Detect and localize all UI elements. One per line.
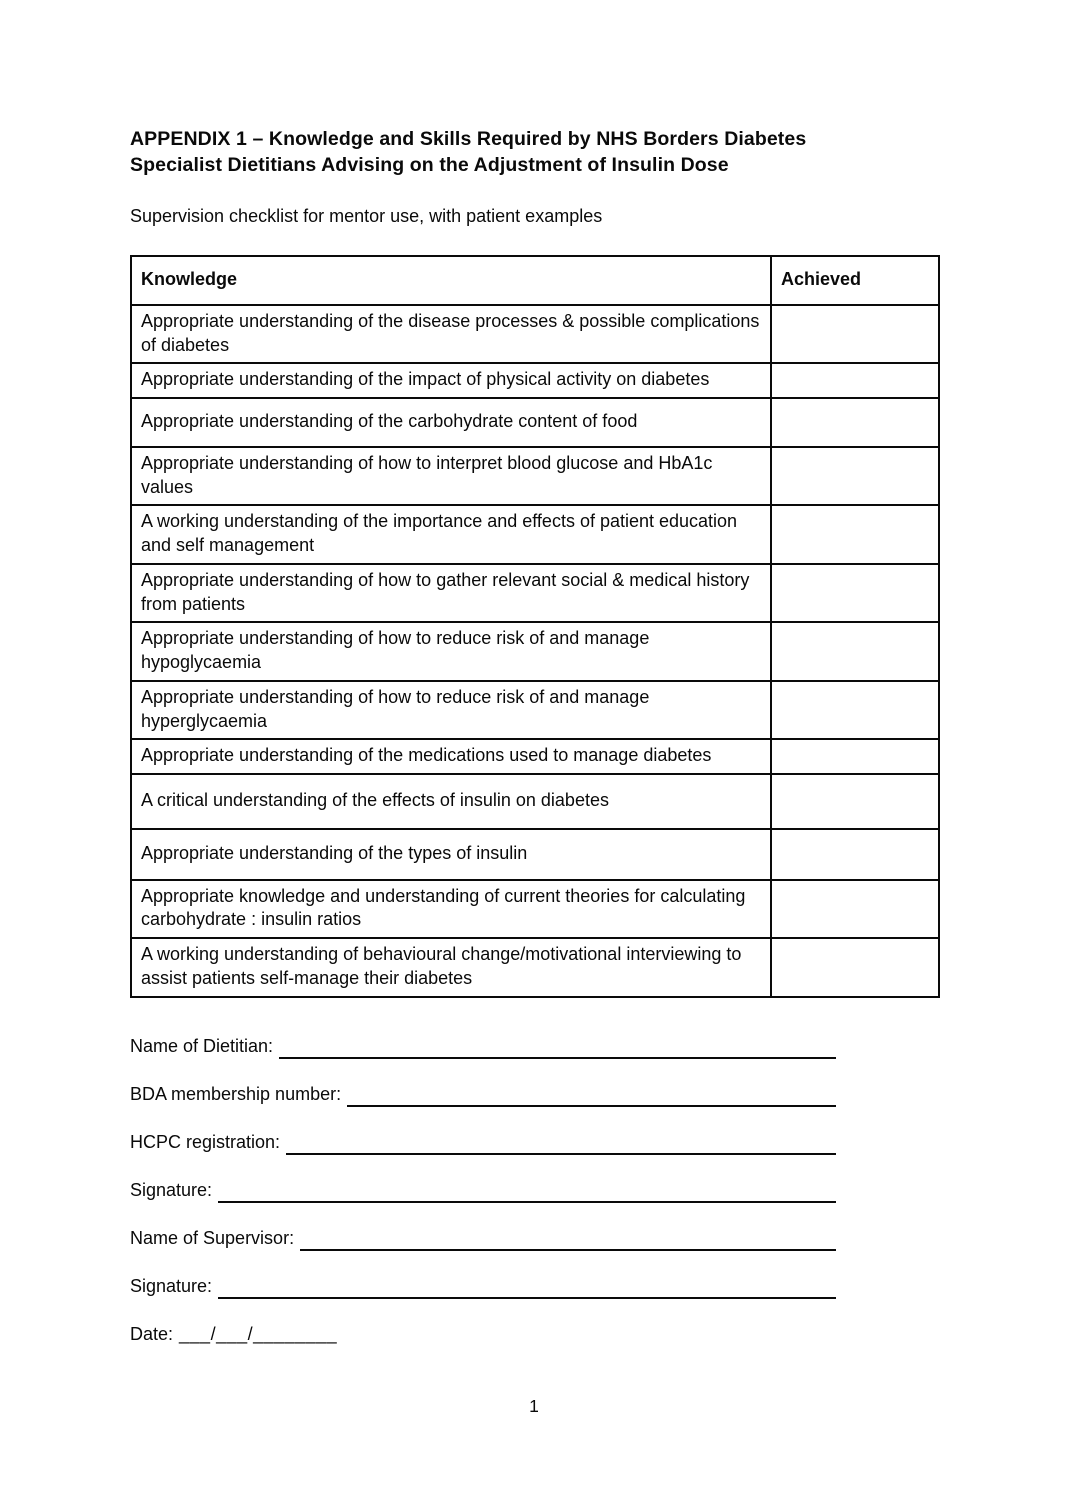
knowledge-checklist-table bbox=[130, 255, 940, 998]
table-row bbox=[131, 447, 939, 506]
signature-form-section bbox=[130, 1034, 940, 1347]
table-row bbox=[131, 938, 939, 997]
table-row bbox=[131, 622, 939, 681]
fill-in-line bbox=[279, 1036, 836, 1059]
table-header-row bbox=[131, 256, 939, 305]
table-row bbox=[131, 880, 939, 939]
knowledge-cell: Appropriate knowledge and understanding of current theories for calculating carbohydrate : insulin ratios bbox=[131, 880, 771, 939]
form-row bbox=[130, 1034, 836, 1059]
page-number: 1 bbox=[529, 1396, 539, 1416]
table-row bbox=[131, 363, 939, 398]
achieved-cell bbox=[771, 447, 939, 506]
achieved-cell bbox=[771, 398, 939, 447]
form-field-label: HCPC registration: bbox=[130, 1132, 281, 1153]
page-subtitle: Supervision checklist for mentor use, with patient examples bbox=[130, 205, 603, 226]
form-field-label: Name of Dietitian: bbox=[130, 1036, 274, 1057]
table-row bbox=[131, 829, 939, 880]
page-title-line-2: Specialist Dietitians Advising on the Adjustment of Insulin Dose bbox=[130, 154, 729, 177]
fill-in-line bbox=[218, 1276, 836, 1299]
date-fill-slots: ___/___/________ bbox=[179, 1324, 338, 1345]
page-content bbox=[130, 126, 940, 1370]
table-row bbox=[131, 564, 939, 623]
fill-in-line bbox=[347, 1084, 836, 1107]
table-row bbox=[131, 505, 939, 564]
achieved-cell bbox=[771, 681, 939, 740]
achieved-cell bbox=[771, 363, 939, 398]
knowledge-cell: A working understanding of the importance and effects of patient education and self management bbox=[131, 505, 771, 564]
achieved-column-header: Achieved bbox=[771, 256, 939, 305]
form-row bbox=[130, 1130, 836, 1155]
knowledge-cell: Appropriate understanding of the types of insulin bbox=[131, 829, 771, 880]
table-row bbox=[131, 739, 939, 774]
knowledge-cell: A working understanding of behavioural change/motivational interviewing to assist patients self-manage their diabetes bbox=[131, 938, 771, 997]
achieved-cell bbox=[771, 774, 939, 829]
achieved-cell bbox=[771, 880, 939, 939]
table-row bbox=[131, 398, 939, 447]
table-row bbox=[131, 774, 939, 829]
form-field-label: BDA membership number: bbox=[130, 1084, 342, 1105]
achieved-cell bbox=[771, 564, 939, 623]
knowledge-cell: A critical understanding of the effects of insulin on diabetes bbox=[131, 774, 771, 829]
form-row bbox=[130, 1178, 836, 1203]
knowledge-cell: Appropriate understanding of the medications used to manage diabetes bbox=[131, 739, 771, 774]
knowledge-cell: Appropriate understanding of the carbohydrate content of food bbox=[131, 398, 771, 447]
knowledge-cell: Appropriate understanding of how to reduce risk of and manage hyperglycaemia bbox=[131, 681, 771, 740]
achieved-cell bbox=[771, 622, 939, 681]
achieved-cell bbox=[771, 829, 939, 880]
fill-in-line bbox=[286, 1132, 836, 1155]
achieved-cell bbox=[771, 305, 939, 364]
table-row bbox=[131, 305, 939, 364]
fill-in-line bbox=[300, 1228, 836, 1251]
knowledge-table-body bbox=[131, 305, 939, 997]
achieved-cell bbox=[771, 739, 939, 774]
form-row bbox=[130, 1274, 836, 1299]
table-row bbox=[131, 681, 939, 740]
form-field-label: Signature: bbox=[130, 1276, 213, 1297]
knowledge-cell: Appropriate understanding of the disease processes & possible complications of diabetes bbox=[131, 305, 771, 364]
achieved-cell bbox=[771, 938, 939, 997]
form-field-label: Name of Supervisor: bbox=[130, 1228, 295, 1249]
form-row bbox=[130, 1322, 940, 1347]
form-row bbox=[130, 1082, 836, 1107]
knowledge-cell: Appropriate understanding of the impact of physical activity on diabetes bbox=[131, 363, 771, 398]
fill-in-line bbox=[218, 1180, 836, 1203]
knowledge-cell: Appropriate understanding of how to interpret blood glucose and HbA1c values bbox=[131, 447, 771, 506]
page-title bbox=[130, 126, 940, 179]
form-field-label: Signature: bbox=[130, 1180, 213, 1201]
form-row bbox=[130, 1226, 836, 1251]
page-title-line-1: APPENDIX 1 – Knowledge and Skills Required by NHS Borders Diabetes bbox=[130, 128, 807, 150]
knowledge-column-header: Knowledge bbox=[131, 256, 771, 305]
knowledge-cell: Appropriate understanding of how to gather relevant social & medical history from patients bbox=[131, 564, 771, 623]
achieved-cell bbox=[771, 505, 939, 564]
knowledge-cell: Appropriate understanding of how to reduce risk of and manage hypoglycaemia bbox=[131, 622, 771, 681]
form-field-label: Date: bbox=[130, 1324, 174, 1345]
